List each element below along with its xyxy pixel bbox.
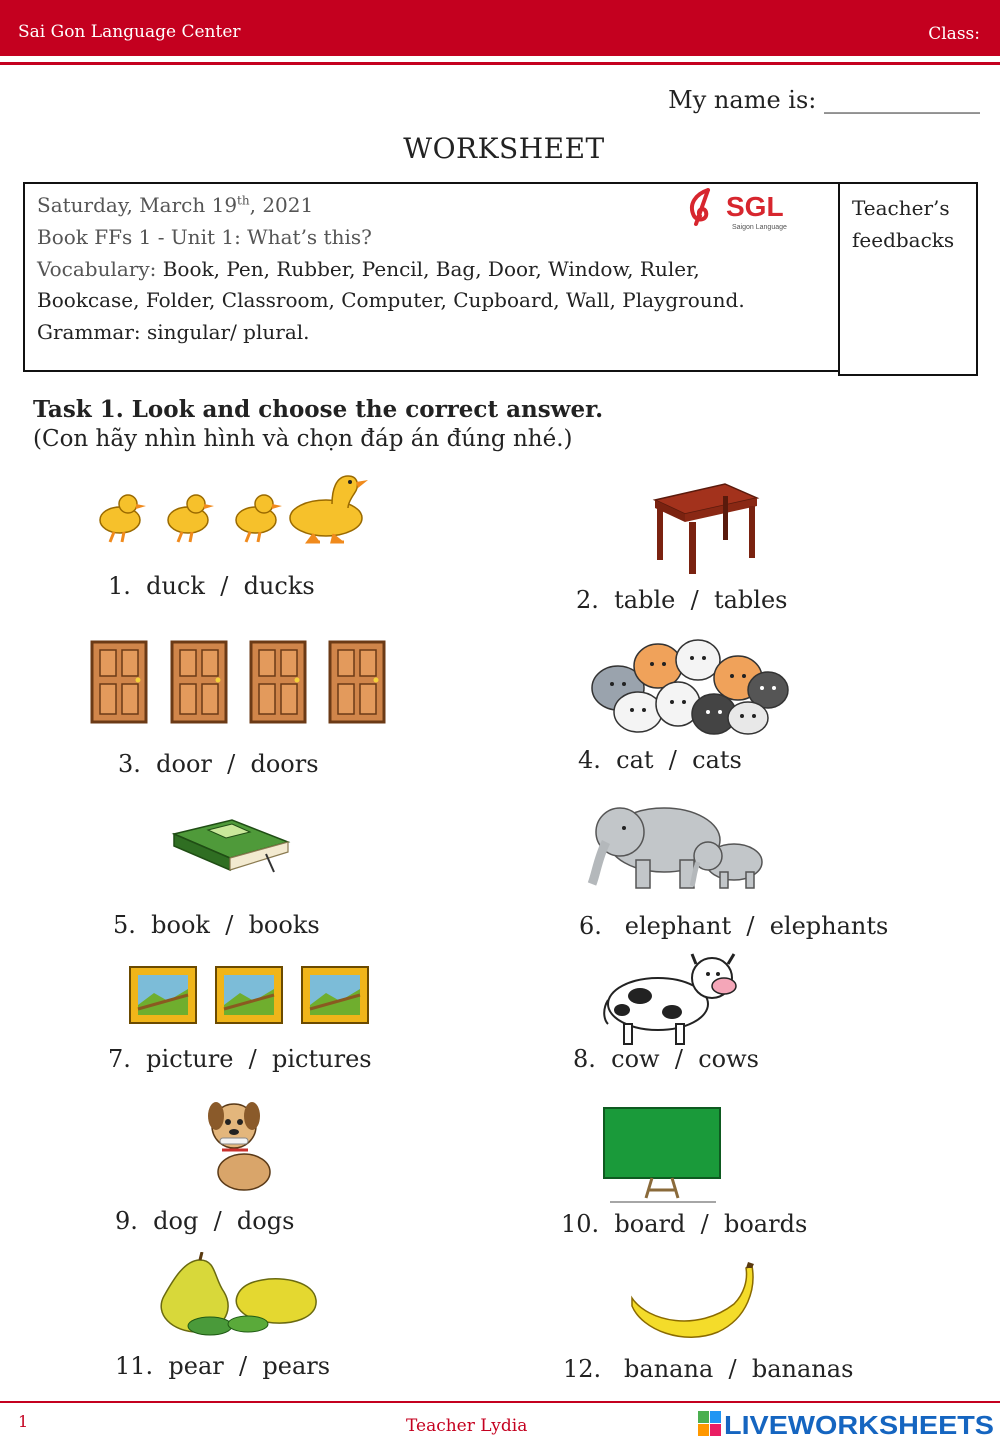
ducks-picture bbox=[92, 468, 372, 546]
grammar-line: Grammar: singular/ plural. bbox=[37, 320, 310, 344]
logo-block-blue bbox=[710, 1411, 721, 1423]
pears-picture bbox=[152, 1252, 320, 1338]
item-2-label[interactable]: 2. table / tables bbox=[576, 586, 788, 614]
logo-text: SGL bbox=[726, 191, 784, 222]
class-label: Class: bbox=[928, 24, 980, 44]
elephants-picture bbox=[584, 798, 770, 894]
vocab-line-1 bbox=[37, 257, 700, 281]
date-suffix: , 2021 bbox=[249, 193, 314, 217]
duck-small-2 bbox=[168, 495, 214, 542]
door-4 bbox=[330, 642, 384, 722]
teacher-name: Teacher Lydia bbox=[406, 1416, 528, 1436]
frame-1 bbox=[130, 967, 196, 1023]
vocab-label: Vocabulary: bbox=[37, 257, 157, 281]
feedback-line-1: Teacher’s bbox=[852, 196, 950, 220]
frame-2 bbox=[216, 967, 282, 1023]
feedback-line-2: feedbacks bbox=[852, 228, 955, 252]
logo-block-pink bbox=[710, 1424, 721, 1436]
duck-small-3 bbox=[236, 495, 282, 542]
logo-sub: Saigon Language bbox=[732, 224, 787, 231]
frame-3 bbox=[302, 967, 368, 1023]
door-3 bbox=[251, 642, 305, 722]
cats-picture bbox=[578, 626, 798, 736]
duck-small-1 bbox=[100, 495, 146, 542]
date-sup: th bbox=[237, 193, 250, 208]
banana-picture bbox=[628, 1262, 756, 1342]
date-prefix: Saturday, March 19 bbox=[37, 193, 238, 217]
cow-picture bbox=[600, 950, 744, 1048]
doors-picture bbox=[90, 640, 386, 724]
door-2 bbox=[172, 642, 226, 722]
table-picture bbox=[645, 482, 760, 577]
book-picture bbox=[170, 816, 294, 876]
footer-divider bbox=[0, 1401, 1000, 1403]
center-name: Sai Gon Language Center bbox=[18, 22, 241, 42]
duck-big bbox=[290, 476, 368, 542]
door-1 bbox=[92, 642, 146, 722]
item-9-label[interactable]: 9. dog / dogs bbox=[115, 1207, 295, 1235]
liveworksheets-logo[interactable] bbox=[698, 1409, 996, 1439]
item-5-label[interactable]: 5. book / books bbox=[113, 911, 320, 939]
pictures-picture bbox=[128, 965, 372, 1027]
page-number: 1 bbox=[18, 1412, 29, 1431]
date-line bbox=[37, 193, 313, 217]
dog-picture bbox=[204, 1096, 278, 1194]
task-title: Task 1. Look and choose the correct answer. bbox=[33, 396, 604, 423]
item-6-label[interactable]: 6. elephant / elephants bbox=[579, 912, 889, 940]
logo-brand-text: LIVEWORKSHEETS bbox=[724, 1410, 994, 1439]
item-3-label[interactable]: 3. door / doors bbox=[118, 750, 319, 778]
feedback-label bbox=[852, 192, 954, 256]
item-1-label[interactable]: 1. duck / ducks bbox=[108, 572, 315, 600]
item-12-label[interactable]: 12. banana / bananas bbox=[563, 1355, 854, 1383]
item-8-label[interactable]: 8. cow / cows bbox=[573, 1045, 759, 1073]
book-line: Book FFs 1 - Unit 1: What’s this? bbox=[37, 225, 372, 249]
header-divider bbox=[0, 62, 1000, 65]
sgl-logo bbox=[686, 186, 801, 236]
item-4-label[interactable]: 4. cat / cats bbox=[578, 746, 742, 774]
name-field[interactable]: My name is: _____________ bbox=[668, 86, 980, 114]
item-11-label[interactable]: 11. pear / pears bbox=[115, 1352, 331, 1380]
logo-block-green bbox=[698, 1411, 709, 1423]
task-subtitle: (Con hãy nhìn hình và chọn đáp án đúng nhé.) bbox=[33, 426, 573, 452]
vocab-words-1: Book, Pen, Rubber, Pencil, Bag, Door, Window, Ruler, bbox=[156, 257, 700, 281]
vocab-line-2: Bookcase, Folder, Classroom, Computer, Cupboard, Wall, Playground. bbox=[37, 288, 745, 312]
board-picture bbox=[602, 1106, 722, 1204]
item-10-label[interactable]: 10. board / boards bbox=[561, 1210, 808, 1238]
item-7-label[interactable]: 7. picture / pictures bbox=[108, 1045, 372, 1073]
logo-block-orange bbox=[698, 1424, 709, 1436]
worksheet-title: WORKSHEET bbox=[403, 132, 605, 165]
